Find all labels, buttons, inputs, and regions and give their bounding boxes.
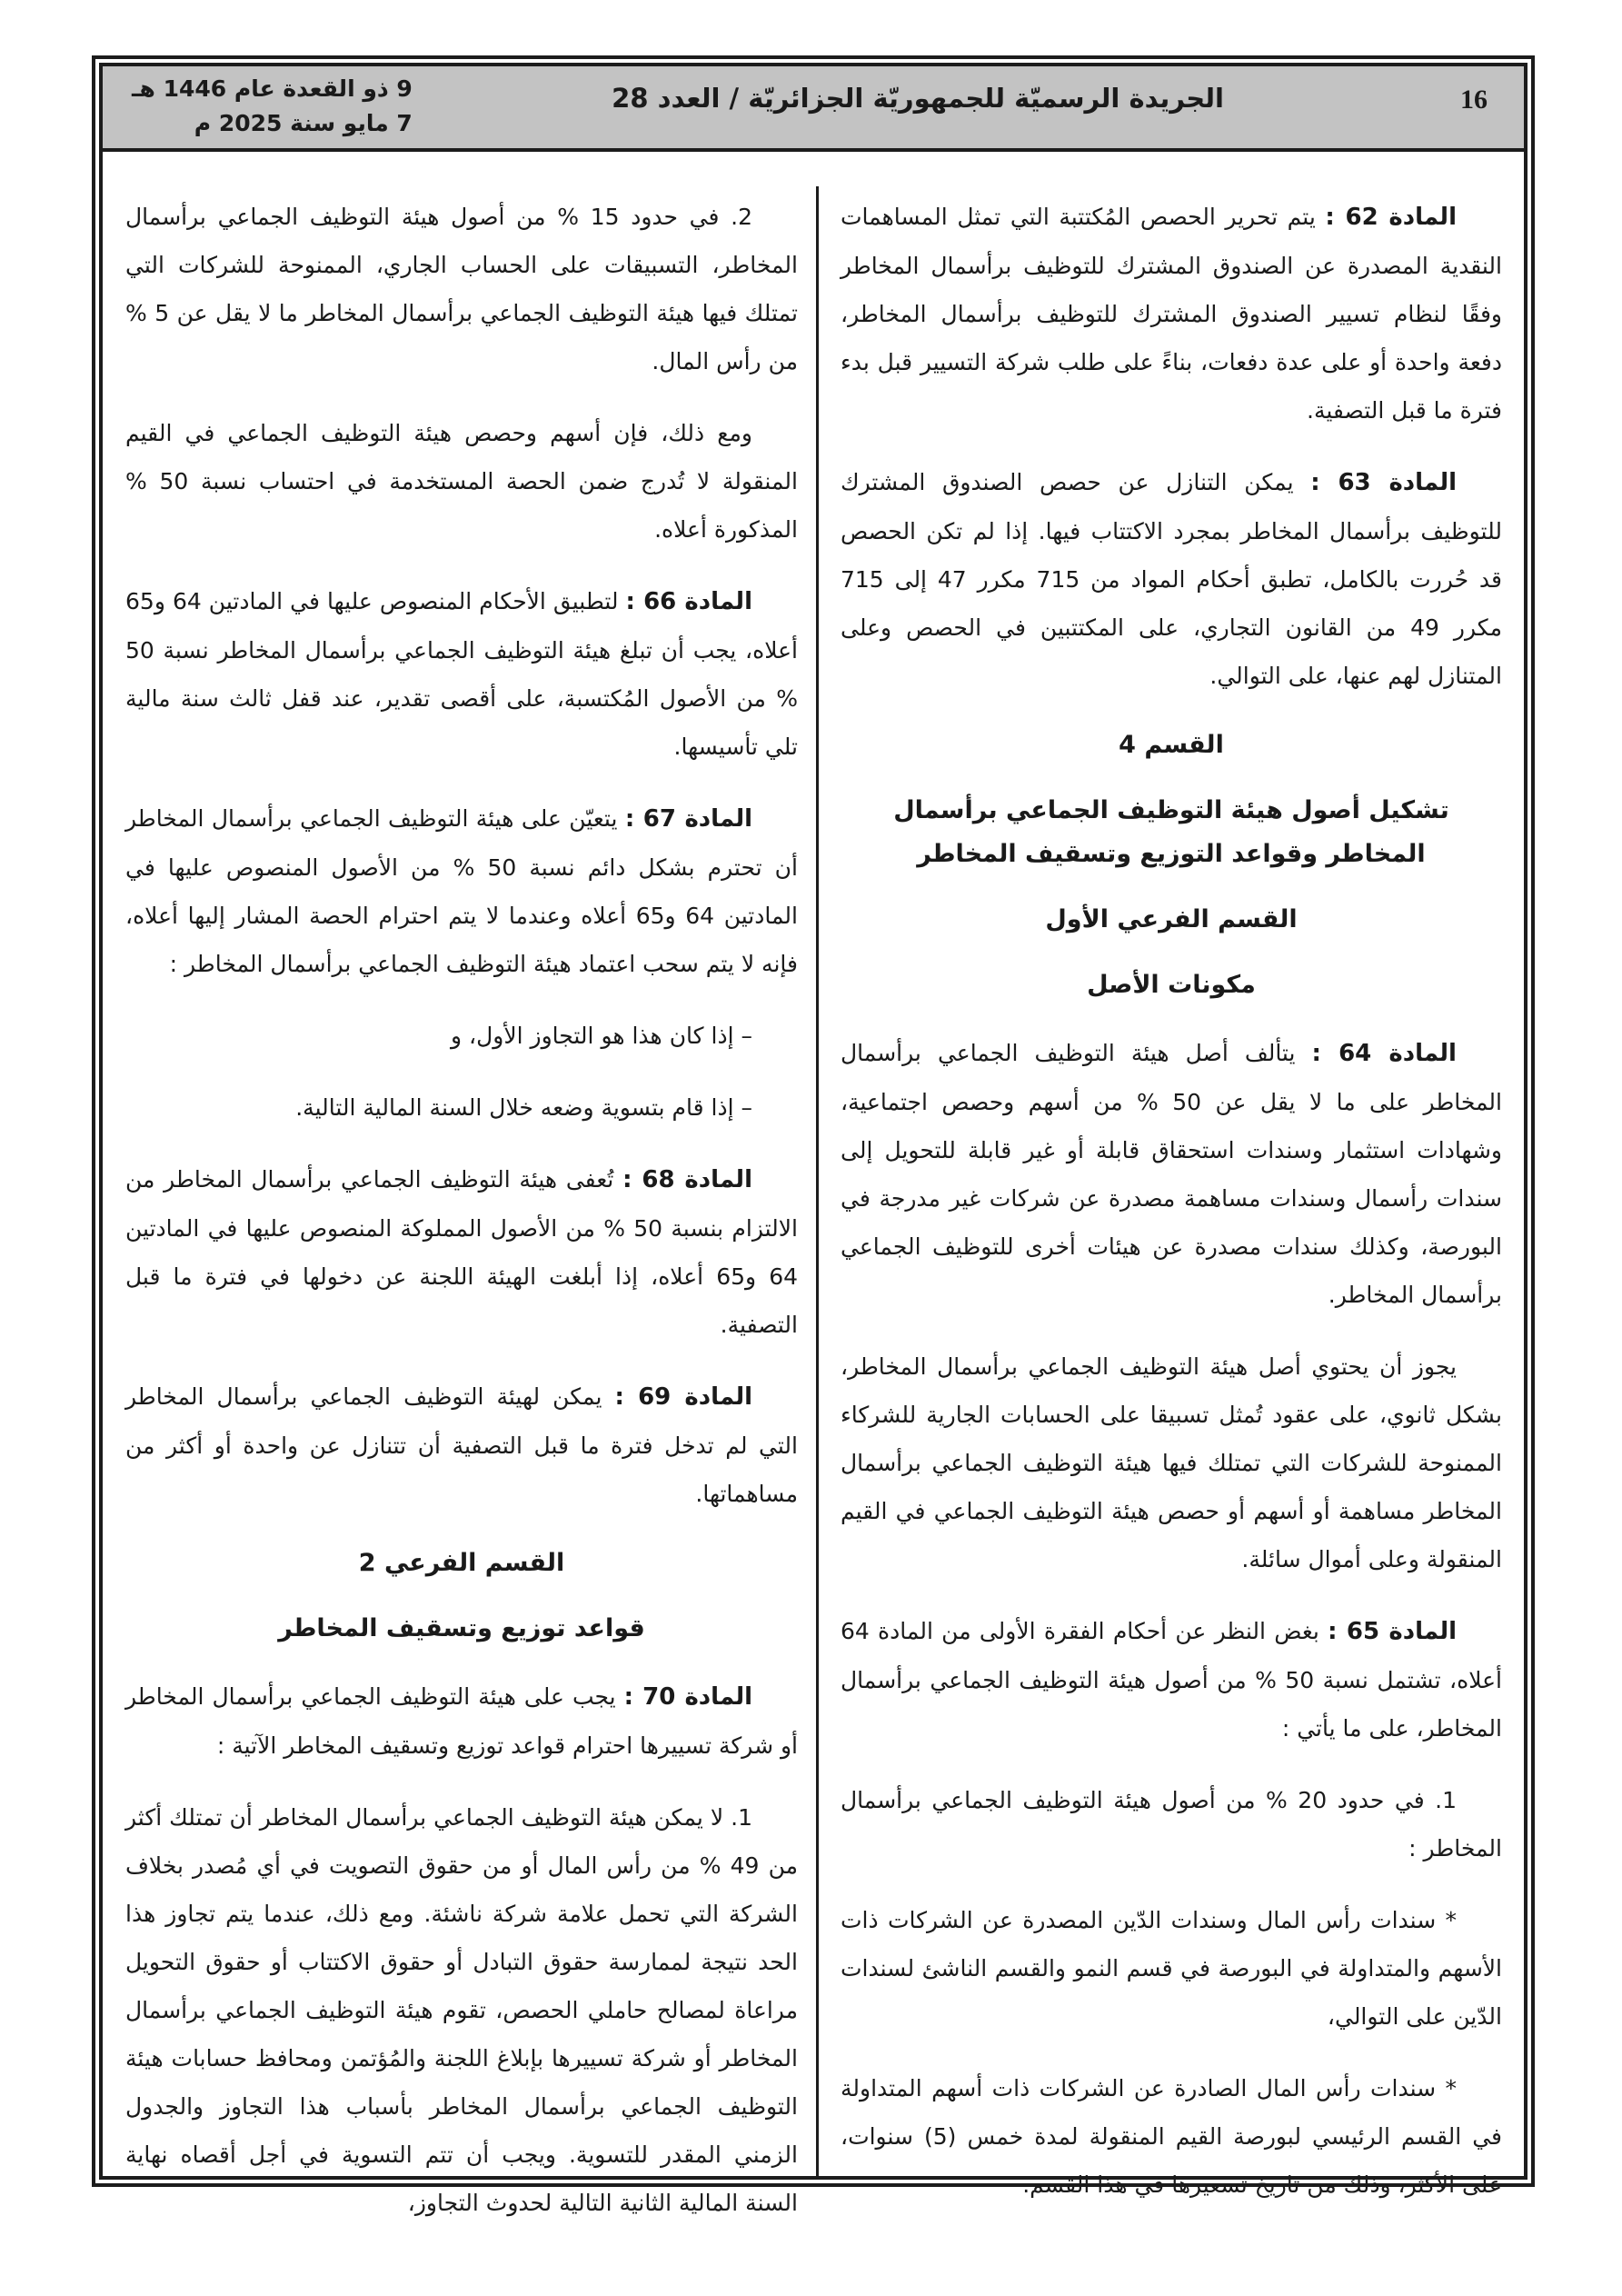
paragraph-text: تُعفى هيئة التوظيف الجماعي برأسمال المخاطر من الالتزام بنسبة 50 % من الأصول المملوكة المنصوص عليها في المادتين 64 و65 أعلاه، إذا أبلغت الهيئة اللجنة عن دخولها في فترة ما قبل التصفية. [125,1166,798,1338]
article-label: المادة 66 : [625,588,752,615]
paragraph-text: * سندات رأس المال الصادرة عن الشركات ذات أسهم المتداولة في القسم الرئيسي لبورصة القيم المنقولة لمدة خمس (5) سنوات، على الأكثر، وذلك من تاريخ تسعيرها في هذا القسم. [841,2075,1502,2198]
section-heading: القسم 4 [1119,731,1224,759]
paragraph-text: بغض النظر عن أحكام الفقرة الأولى من المادة 64 أعلاه، تشتمل نسبة 50 % من أصول هيئة التوظيف الجماعي برأسمال المخاطر، على ما يأتي : [841,1618,1502,1742]
article-paragraph [841,458,1502,700]
gazette-header [103,66,1524,152]
paragraph-text: * سندات رأس المال وسندات الدّين المصدرة عن الشركات ذات الأسهم والمتداولة في البورصة في قسم النمو والقسم الناشئ لسندات الدّين على التوالي، [841,1907,1502,2030]
issue-date [132,72,413,141]
page-number: 16 [1460,85,1488,115]
paragraph-text: 2. في حدود 15 % من أصول هيئة التوظيف الجماعي برأسمال المخاطر، التسبيقات على الحساب الجاري، الممنوحة للشركات التي تمتلك فيها هيئة التوظيف الجماعي برأسمال المخاطر ما لا يقل عن 5 % من رأس المال. [125,204,798,374]
paragraph-text: يمكن لهيئة التوظيف الجماعي برأسمال المخاطر التي لم تدخل فترة ما قبل التصفية أن تتنازل عن واحدة أو أكثر من مساهماتها. [125,1383,798,1507]
paragraph [841,1343,1502,1583]
paragraph [125,409,798,554]
date-gregorian: 7 مايو سنة 2025 م [194,110,413,136]
article-label: المادة 68 : [622,1166,752,1193]
paragraph [841,1776,1502,1872]
article-paragraph [125,1672,798,1770]
paragraph [125,193,798,385]
article-paragraph [125,794,798,988]
article-label: المادة 64 : [1311,1040,1457,1067]
section-heading: مكونات الأصل [1087,971,1256,999]
paragraph-text: 1. لا يمكن هيئة التوظيف الجماعي برأسمال المخاطر أن تمتلك أكثر من 49 % من رأس المال أو من حقوق التصويت في أي مُصدر بخلاف الشركة التي تحمل علامة شركة ناشئة. ومع ذلك، عندما يتم تجاوز هذا الحد نتيجة لممارسة حقوق التبادل أو حقوق الاكتتاب أو حقوق التحويل مراعاة لمصالح حاملي الحصص، تقوم هيئة التوظيف الجماعي برأسمال المخاطر أو شركة تسييرها بإبلاغ اللجنة والمُؤتمن ومحافظ حسابات هيئة التوظيف الجماعي برأسمال المخاطر بأسباب هذا التجاوز والجدول الزمني المقدر للتسوية. ويجب أن تتم التسوية في أجل أقصاه نهاية السنة المالية الثانية التالية لحدوث التجاوز، [125,1804,798,2216]
list-item: – إذا كان هذا هو التجاوز الأول، و [451,1023,752,1049]
article-paragraph [841,193,1502,434]
left-column [125,193,798,2251]
section-heading: القسم الفرعي 2 [358,1549,565,1577]
article-paragraph [841,1607,1502,1752]
article-paragraph [125,577,798,771]
gazette-title: الجريدة الرسميّة للجمهوريّة الجزائريّة / العدد 28 [612,83,1224,114]
paragraph [841,2064,1502,2209]
paragraph-text: 1. في حدود 20 % من أصول هيئة التوظيف الجماعي برأسمال المخاطر : [841,1787,1502,1862]
paragraph-text: لتطبيق الأحكام المنصوص عليها في المادتين 64 و65 أعلاه، يجب أن تبلغ هيئة التوظيف الجماعي برأسمال المخاطر نسبة 50 % من الأصول المُكتسبة، على أقصى تقدير، عند قفل ثالث سنة مالية تلي تأسيسها. [125,588,798,760]
section-heading: القسم الفرعي الأول [1045,905,1298,933]
date-hijri: 9 ذو القعدة عام 1446 هـ [132,75,413,102]
paragraph-text: ومع ذلك، فإن أسهم وحصص هيئة التوظيف الجماعي في القيم المنقولة لا تُدرج ضمن الحصة المستخدمة في احتساب نسبة 50 % المذكورة أعلاه. [125,420,798,543]
article-paragraph [125,1373,798,1518]
paragraph-text: يمكن التنازل عن حصص الصندوق المشترك للتوظيف برأسمال المخاطر بمجرد الاكتتاب فيها. إذا لم تكن الحصص قد حُررت بالكامل، تطبق أحكام المواد من 715 مكرر 47 إلى 715 مكرر 49 من القانون التجاري، على المكتتبين في الحصص وعلى المتنازل لهم عنها، على التوالي. [841,469,1502,689]
section-heading: تشكيل أصول هيئة التوظيف الجماعي برأسمال المخاطر وقواعد التوزيع وتسقيف المخاطر [893,796,1449,868]
section-heading: قواعد توزيع وتسقيف المخاطر [278,1614,645,1642]
paragraph-text: يتعيّن على هيئة التوظيف الجماعي برأسمال المخاطر أن تحترم بشكل دائم نسبة 50 % من الأصول المنصوص عليها في المادتين 64 و65 أعلاه وعندما لا يتم احترام الحصة المشار إليها أعلاه، فإنه لا يتم سحب اعتماد هيئة التوظيف الجماعي برأسمال المخاطر : [125,805,798,977]
article-paragraph [841,1029,1502,1319]
column-divider [816,186,819,2177]
article-paragraph [125,1155,798,1349]
article-label: المادة 65 : [1328,1618,1457,1645]
article-label: المادة 62 : [1325,204,1457,231]
list-item: – إذا قام بتسوية وضعه خلال السنة المالية التالية. [295,1094,752,1121]
paragraph-text: يتألف أصل هيئة التوظيف الجماعي برأسمال المخاطر على ما لا يقل عن 50 % من أسهم وحصص اجتماعية، وشهادات استثمار وسندات استحقاق قابلة أو غير قابلة للتحويل إلى سندات رأسمال وسندات مساهمة مصدرة عن شركات غير مدرجة في البورصة، وكذلك سندات مصدرة عن هيئات أخرى للتوظيف الجماعي برأسمال المخاطر. [841,1040,1502,1308]
article-label: المادة 67 : [624,805,752,833]
paragraph [841,1896,1502,2041]
right-column [841,193,1502,2232]
paragraph-text: يتم تحرير الحصص المُكتتبة التي تمثل المساهمات النقدية المصدرة عن الصندوق المشترك للتوظيف برأسمال المخاطر وفقًا لنظام تسيير الصندوق المشترك للتوظيف برأسمال المخاطر، دفعة واحدة أو على عدة دفعات، بناءً على طلب شركة التسيير قبل بدء فترة ما قبل التصفية. [841,204,1502,424]
paragraph-text: يجوز أن يحتوي أصل هيئة التوظيف الجماعي برأسمال المخاطر، بشكل ثانوي، على عقود تُمثل تسبيقا على الحسابات الجارية للشركاء الممنوحة للشركات التي تمتلك فيها هيئة التوظيف الجماعي برأسمال المخاطر مساهمة أو أسهم أو حصص هيئة التوظيف الجماعي في القيم المنقولة وعلى أموال سائلة. [841,1353,1502,1572]
paragraph-text: يجب على هيئة التوظيف الجماعي برأسمال المخاطر أو شركة تسييرها احترام قواعد توزيع وتسقيف المخاطر الآتية : [125,1683,798,1759]
paragraph [125,1793,798,2227]
article-label: المادة 70 : [623,1683,752,1711]
article-label: المادة 69 : [614,1383,752,1411]
article-label: المادة 63 : [1310,469,1458,496]
